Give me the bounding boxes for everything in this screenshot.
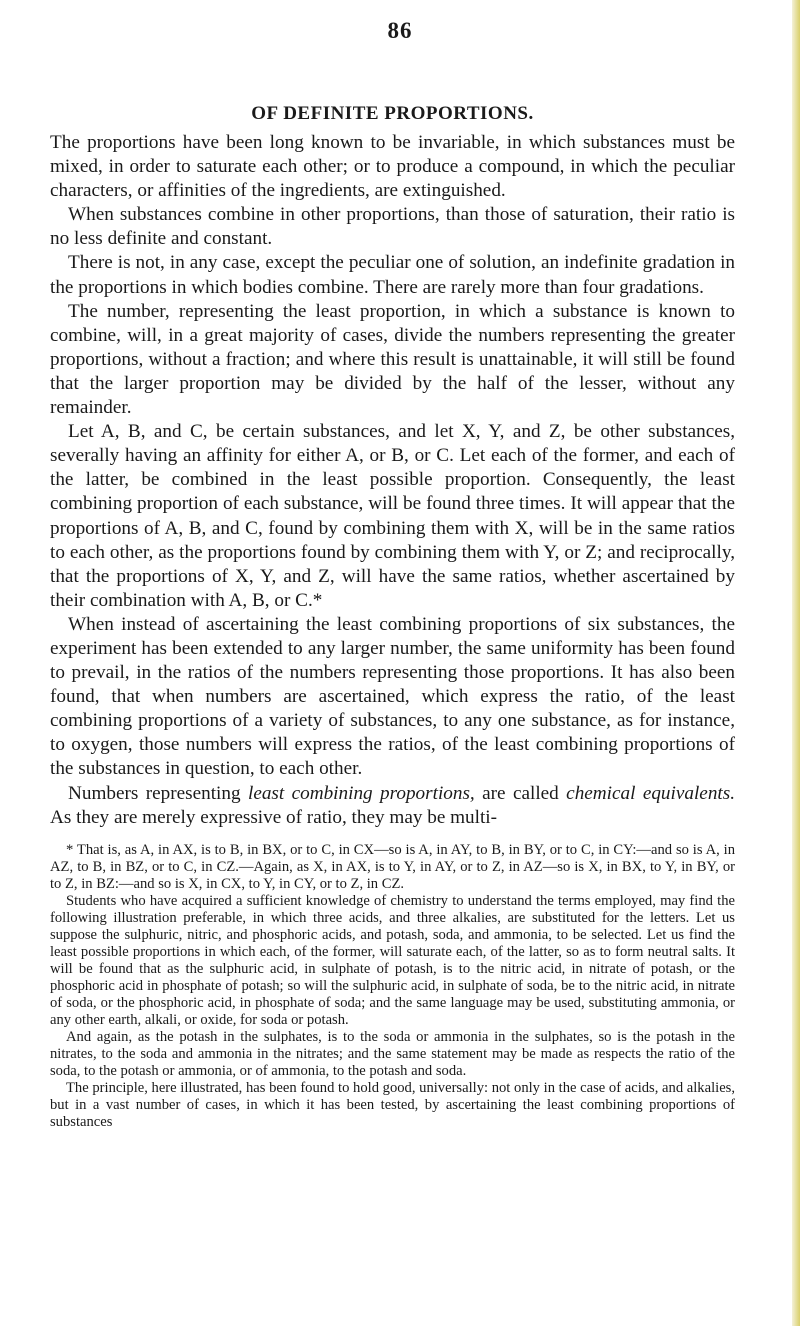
footnote-2: Students who have acquired a sufficient knowledge of chemistry to understand the terms employed, may find the following illustration preferable, in which three acids, and three alkalies, are substituted for the letters. Let us suppose the sulphuric, nitric, and phosphoric acids, and potash, soda, and ammonia, to be selected. Let us find the least possible proportions in which each, of the former, will saturate each, of the latter, so as to form neutral salts. It will be found that as the sulphuric acid, in sulphate of potash, is to the nitric acid, in nitrate of potash, or the phosphoric acid in phosphate of potash; so will the sulphuric acid, in sulphate of soda, be to the nitric acid, in nitrate of soda, or the phosphoric acid, in phosphate of soda; and the same language may be used, substituting ammonia, or any other earth, alkali, or oxide, for soda or potash. bbox=[50, 892, 735, 1028]
paragraph-7-lead: Numbers representing bbox=[68, 782, 248, 804]
paragraph-2: When substances combine in other proportions, than those of saturation, their ratio is no less definite and constant. bbox=[50, 204, 735, 250]
paragraph-1: The proportions have been long known to be invariable, in which substances must be mixed, in order to saturate each other; or to produce a compound, in which the peculiar characters, or affinities of the ingredients, are extinguished. bbox=[50, 132, 735, 202]
body-text bbox=[50, 131, 735, 830]
paragraph-7-tail: As they are merely expressive of ratio, they may be multi- bbox=[50, 806, 498, 828]
footnote-1: * That is, as A, in AX, is to B, in BX, or to C, in CX—so is A, in AY, to B, in BY, or to C, in CY:—and so is A, in AZ, to B, in BZ, or to C, in CZ.—Again, as X, in AX, is to Y, in AY, or to Z, in AZ—so is X, in BX, to Y, in BY, or to Z, in BZ:—and so is X, in CX, to Y, in CY, or to Z, in CZ. bbox=[50, 841, 735, 892]
paragraph-3: There is not, in any case, except the peculiar one of solution, an indefinite gradation in the proportions in which bodies combine. There are rarely more than four gradations. bbox=[50, 252, 735, 298]
paragraph-5: Let A, B, and C, be certain substances, and let X, Y, and Z, be other substances, severally having an affinity for either A, or B, or C. Let each of the former, and each of the latter, be combined in the least possible proportion. Consequently, the least combining proportion of each substance, will be found three times. It will appear that the proportions of A, B, and C, found by combining them with X, will be in the same ratios to each other, as the proportions found by combining them with Y, or Z; and reciprocally, that the proportions of X, Y, and Z, will have the same ratios, whether ascertained by their combination with A, B, or C.* bbox=[50, 421, 735, 611]
page-number: 86 bbox=[387, 18, 413, 43]
paragraph-6: When instead of ascertaining the least combining proportions of six substances, the experiment has been extended to any larger number, the same uniformity has been found to prevail, in the ratios of the numbers representing those proportions. It has also been found, that when numbers are ascertained, which express the ratio, of the least combining proportions of a variety of substances, to any one substance, as for instance, to oxygen, those numbers will express the ratios, of the least combining proportions of the substances in question, to each other. bbox=[50, 613, 735, 780]
footnote-3: And again, as the potash in the sulphates, is to the soda or ammonia in the sulphates, so is the potash in the nitrates, to the soda and ammonia in the nitrates; and the same statement may be made as respects the ratio of the soda, to the potash or ammonia, or of ammonia, to the potash and soda. bbox=[50, 1028, 735, 1079]
term-chemical-equivalents: chemical equivalents. bbox=[566, 782, 736, 804]
page-content bbox=[50, 70, 735, 1131]
paragraph-7 bbox=[50, 782, 735, 830]
paragraph-4: The number, representing the least proportion, in which a substance is known to combine, will, in a great majority of cases, divide the numbers representing the greater proportions, without a fraction; and where this result is unattainable, it will still be found that the larger proportion may be divided by the half of the lesser, without any remainder. bbox=[50, 300, 735, 419]
paragraph-7-mid: are called bbox=[474, 782, 567, 804]
page-edge bbox=[792, 0, 800, 1326]
section-title: OF DEFINITE PROPORTIONS. bbox=[251, 103, 534, 124]
footnotes bbox=[50, 842, 735, 1131]
footnote-4: The principle, here illustrated, has been found to hold good, universally: not only in the case of acids, and alkalies, but in a vast number of cases, in which it has been tested, by ascertaining the least combining proportions of substances bbox=[50, 1079, 735, 1130]
term-least-combining-proportions: least combining proportions, bbox=[247, 782, 475, 804]
